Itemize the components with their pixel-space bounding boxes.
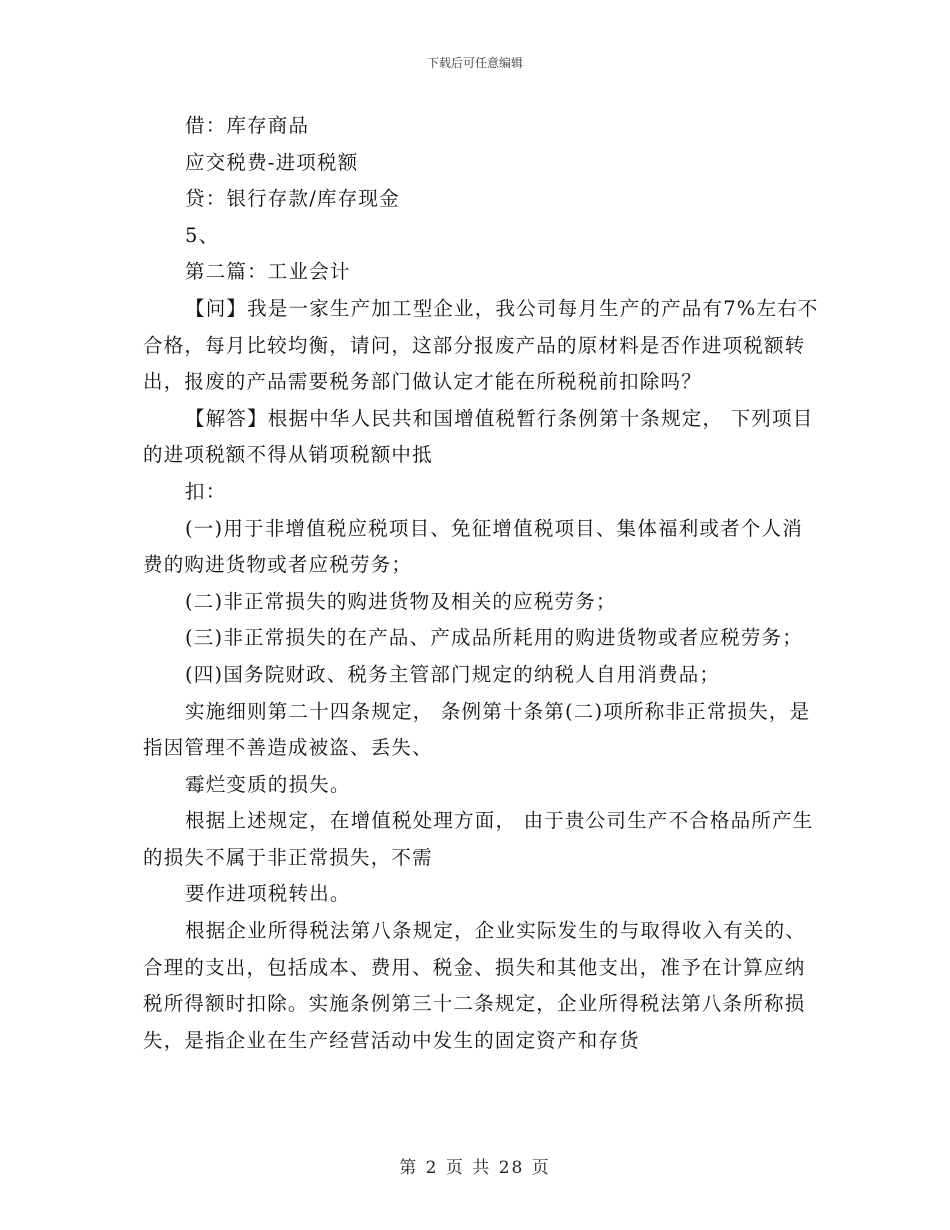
question-paragraph: 【问】我是一家生产加工型企业，我公司每月生产的产品有7%左右不合格，每月比较均衡，请问，这部分报废产品的原材料是否作进项税额转出，报废的产品需要税务部门做认定才能在所税税前扣除吗？ (143, 296, 819, 394)
paragraph: 根据企业所得税法第八条规定，企业实际发生的与取得收入有关的、合理的支出，包括成本、费用、税金、损失和其他支出，准予在计算应纳税所得额时扣除。实施条例第三十二条规定，企业所得税法第八条所称损失，是指企业在生产经营活动中发生的固定资产和存货 (143, 919, 807, 1052)
page-footer: 第 2 页 共 28 页 (399, 1158, 551, 1178)
answer-paragraph: 【解答】根据中华人民共和国增值税暂行条例第十条规定， 下列项目的进项税额不得从销项税额中抵 (143, 406, 814, 467)
paragraph: 贷：银行存款/库存现金 (185, 187, 400, 211)
list-item: (二)非正常损失的购进货物及相关的应税劳务； (185, 589, 617, 613)
paragraph: 5、 (185, 223, 220, 247)
paragraph: 借：库存商品 (185, 114, 310, 137)
list-item: (三)非正常损失的在产品、产成品所耗用的购进货物或者应税劳务； (185, 626, 803, 650)
document-body (143, 108, 823, 1059)
paragraph: 要作进项税转出。 (185, 882, 351, 906)
section-title: 第二篇：工业会计 (185, 260, 351, 284)
paragraph: 应交税费-进项税额 (185, 150, 359, 174)
paragraph: 霉烂变质的损失。 (185, 772, 351, 796)
list-item: (一)用于非增值税应税项目、免征增值税项目、集体福利或者个人消费的购进货物或者应税劳务； (143, 516, 803, 577)
paragraph: 实施细则第二十四条规定， 条例第十条第(二)项所称非正常损失，是指因管理不善造成被盗、丢失、 (143, 699, 811, 760)
list-item: (四)国务院财政、税务主管部门规定的纳税人自用消费品； (185, 662, 721, 686)
paragraph: 扣： (185, 479, 227, 503)
paragraph: 根据上述规定，在增值税处理方面， 由于贵公司生产不合格品所产生的损失不属于非正常损失，不需 (143, 809, 814, 869)
page-header: 下载后可任意编辑 (426, 56, 523, 70)
